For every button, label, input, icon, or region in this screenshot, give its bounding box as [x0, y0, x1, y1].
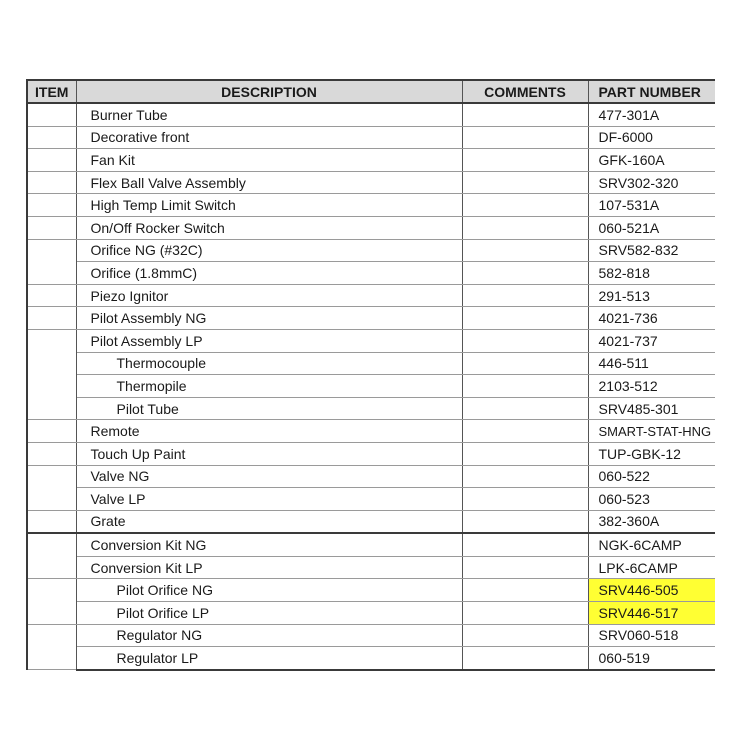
- part-number-cell: 060-523: [588, 488, 715, 511]
- part-number-cell: 382-360A: [588, 510, 715, 533]
- table-row: [27, 194, 715, 217]
- comments-cell: [462, 533, 588, 556]
- description-cell: Conversion Kit LP: [76, 556, 462, 579]
- comments-cell: [462, 397, 588, 420]
- description-cell: High Temp Limit Switch: [76, 194, 462, 217]
- comments-column-header: COMMENTS: [462, 80, 588, 103]
- part-number-cell-highlighted: SRV446-505: [588, 579, 715, 602]
- description-cell: Conversion Kit NG: [76, 533, 462, 556]
- item-column-header: ITEM: [27, 80, 76, 103]
- description-cell: Remote: [76, 420, 462, 443]
- item-cell: [27, 420, 76, 443]
- table-row: [27, 647, 715, 670]
- comments-cell: [462, 149, 588, 172]
- description-cell: Orifice (1.8mmC): [76, 262, 462, 285]
- table-row: [27, 442, 715, 465]
- part-number-cell: 4021-737: [588, 329, 715, 352]
- table-row: [27, 510, 715, 533]
- header-row: [27, 80, 715, 103]
- table-row: [27, 624, 715, 647]
- comments-cell: [462, 602, 588, 625]
- description-cell: Burner Tube: [76, 103, 462, 126]
- item-cell: [27, 216, 76, 239]
- description-cell: On/Off Rocker Switch: [76, 216, 462, 239]
- description-cell: Pilot Assembly NG: [76, 307, 462, 330]
- item-cell: [27, 442, 76, 465]
- part-number-cell: 060-522: [588, 465, 715, 488]
- description-cell: Thermopile: [76, 375, 462, 398]
- comments-cell: [462, 239, 588, 262]
- part-number-cell: SRV060-518: [588, 624, 715, 647]
- part-number-cell: GFK-160A: [588, 149, 715, 172]
- description-cell: Pilot Tube: [76, 397, 462, 420]
- description-cell: Grate: [76, 510, 462, 533]
- comments-cell: [462, 307, 588, 330]
- description-cell: Regulator LP: [76, 647, 462, 670]
- table-row: [27, 307, 715, 330]
- comments-cell: [462, 194, 588, 217]
- comments-cell: [462, 488, 588, 511]
- table-row: [27, 420, 715, 443]
- item-cell: [27, 624, 76, 670]
- description-cell: Valve NG: [76, 465, 462, 488]
- comments-cell: [462, 647, 588, 670]
- item-cell: [27, 510, 76, 533]
- description-cell: Regulator NG: [76, 624, 462, 647]
- item-cell: [27, 126, 76, 149]
- comments-cell: [462, 556, 588, 579]
- part-number-cell: TUP-GBK-12: [588, 442, 715, 465]
- part-number-column-header: PART NUMBER: [588, 80, 715, 103]
- table-row: [27, 329, 715, 352]
- item-cell: [27, 103, 76, 126]
- table-row: [27, 103, 715, 126]
- comments-cell: [462, 579, 588, 602]
- comments-cell: [462, 103, 588, 126]
- parts-table: [26, 79, 715, 671]
- item-cell: [27, 465, 76, 510]
- item-cell: [27, 171, 76, 194]
- part-number-cell: 107-531A: [588, 194, 715, 217]
- part-number-cell: LPK-6CAMP: [588, 556, 715, 579]
- table-row: [27, 579, 715, 602]
- table-row: [27, 126, 715, 149]
- item-cell: [27, 579, 76, 624]
- item-cell: [27, 239, 76, 284]
- comments-cell: [462, 624, 588, 647]
- comments-cell: [462, 510, 588, 533]
- description-cell: Fan Kit: [76, 149, 462, 172]
- part-number-cell-highlighted: SRV446-517: [588, 602, 715, 625]
- part-number-cell: SRV302-320: [588, 171, 715, 194]
- description-cell: Piezo Ignitor: [76, 284, 462, 307]
- table-row: [27, 533, 715, 556]
- part-number-cell: 446-511: [588, 352, 715, 375]
- part-number-cell: 4021-736: [588, 307, 715, 330]
- comments-cell: [462, 262, 588, 285]
- item-cell: [27, 307, 76, 330]
- item-cell: [27, 533, 76, 579]
- item-cell: [27, 194, 76, 217]
- parts-list-sheet: [26, 79, 714, 671]
- table-row: [27, 171, 715, 194]
- comments-cell: [462, 420, 588, 443]
- comments-cell: [462, 442, 588, 465]
- comments-cell: [462, 216, 588, 239]
- description-cell: Pilot Orifice NG: [76, 579, 462, 602]
- part-number-cell: 2103-512: [588, 375, 715, 398]
- part-number-cell: NGK-6CAMP: [588, 533, 715, 556]
- part-number-cell: 477-301A: [588, 103, 715, 126]
- table-row: [27, 465, 715, 488]
- description-column-header: DESCRIPTION: [76, 80, 462, 103]
- table-row: [27, 375, 715, 398]
- comments-cell: [462, 465, 588, 488]
- table-row: [27, 352, 715, 375]
- comments-cell: [462, 126, 588, 149]
- part-number-cell: SRV582-832: [588, 239, 715, 262]
- part-number-cell: 060-519: [588, 647, 715, 670]
- part-number-cell: SRV485-301: [588, 397, 715, 420]
- item-cell: [27, 149, 76, 172]
- description-cell: Pilot Assembly LP: [76, 329, 462, 352]
- table-row: [27, 262, 715, 285]
- comments-cell: [462, 329, 588, 352]
- table-row: [27, 216, 715, 239]
- description-cell: Pilot Orifice LP: [76, 602, 462, 625]
- item-cell: [27, 329, 76, 419]
- description-cell: Flex Ball Valve Assembly: [76, 171, 462, 194]
- description-cell: Thermocouple: [76, 352, 462, 375]
- item-cell: [27, 284, 76, 307]
- description-cell: Touch Up Paint: [76, 442, 462, 465]
- part-number-cell: 060-521A: [588, 216, 715, 239]
- comments-cell: [462, 375, 588, 398]
- table-row: [27, 488, 715, 511]
- table-row: [27, 556, 715, 579]
- table-row: [27, 149, 715, 172]
- comments-cell: [462, 352, 588, 375]
- description-cell: Decorative front: [76, 126, 462, 149]
- part-number-cell: DF-6000: [588, 126, 715, 149]
- table-row: [27, 602, 715, 625]
- description-cell: Valve LP: [76, 488, 462, 511]
- comments-cell: [462, 284, 588, 307]
- table-row: [27, 239, 715, 262]
- description-cell: Orifice NG (#32C): [76, 239, 462, 262]
- table-row: [27, 284, 715, 307]
- part-number-cell: 291-513: [588, 284, 715, 307]
- comments-cell: [462, 171, 588, 194]
- part-number-cell: 582-818: [588, 262, 715, 285]
- part-number-cell: SMART-STAT-HNG: [588, 420, 715, 443]
- table-row: [27, 397, 715, 420]
